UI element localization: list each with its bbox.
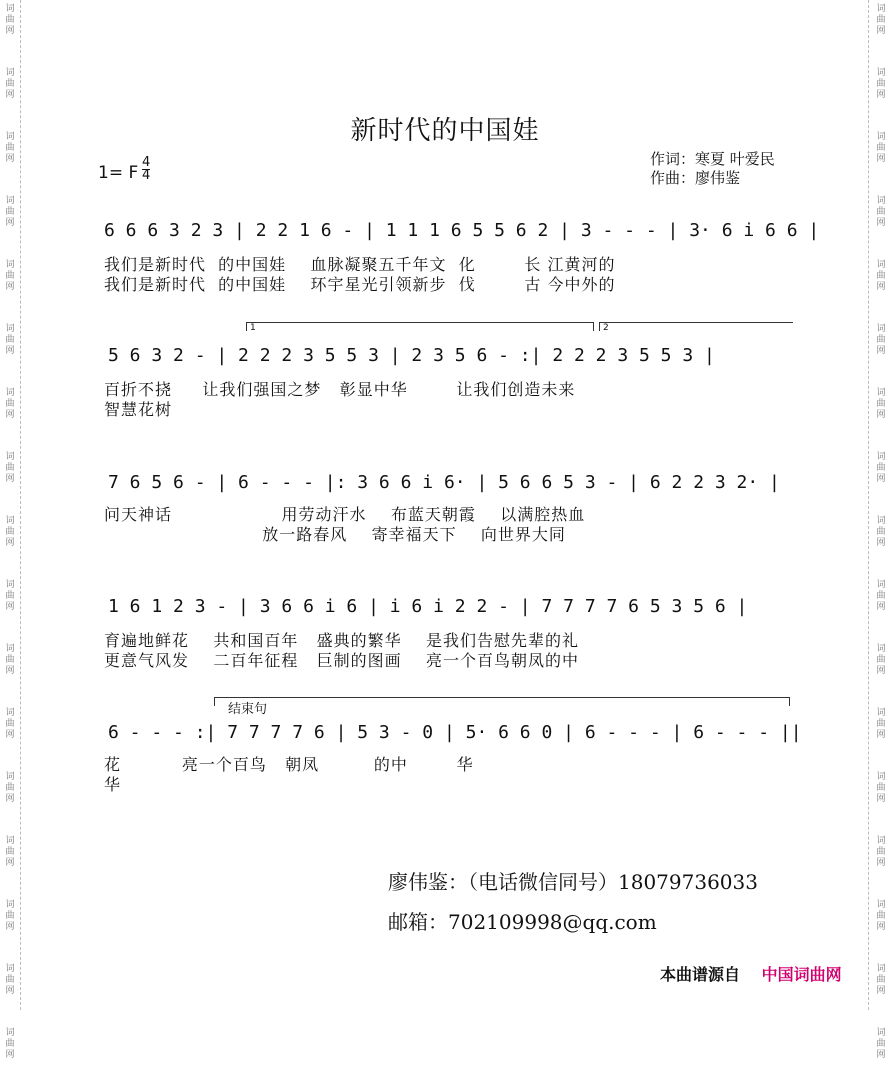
left-watermark: 词 曲 网 词 曲 网 词 曲 网 词 曲 网 词 曲 网 词 曲 网 词 曲 网 词 曲 网 词 曲 网 词 曲 网 词 曲 网 词 曲 网 词 曲 网 词 曲 网 词 曲 网 词 曲 网 词 曲 网 — [5, 4, 15, 1060]
time-top: 4 — [142, 155, 151, 170]
lyrics-row-2-line-2: 智慧花树 — [104, 400, 173, 419]
time-bottom: 4 — [142, 168, 151, 183]
notes-row-1: 6 6 6 3 2 3 | 2 2 1 6 - | 1 1 1 6 5 5 6 2 | 3 - - - | 3· 6 i 6 6 | — [104, 220, 820, 241]
volta-1-label: 1 — [250, 323, 256, 333]
time-signature — [142, 157, 150, 182]
composer: 作曲：廖伟鉴 — [650, 169, 741, 187]
lyrics-row-3-line-1: 问天神话 用劳动汗水 布蓝天朝霞 以满腔热血 — [104, 505, 586, 524]
notes-row-2: 5 6 3 2 - | 2 2 2 3 5 5 3 | 2 3 5 6 - :| 2 2 2 3 5 5 3 | — [108, 345, 715, 366]
lyrics-row-2-line-1: 百折不挠 让我们强国之梦 彰显中华 让我们创造未来 — [104, 380, 576, 399]
volta-bracket-2 — [599, 322, 793, 333]
contact-email: 邮箱：702109998@qq.com — [388, 910, 657, 934]
lyricist: 作词：寒夏 叶爱民 — [650, 150, 775, 168]
notes-row-5: 6 - - - :| 7 7 7 7 6 | 5 3 - 0 | 5· 6 6 0 | 6 - - - | 6 - - - || — [108, 722, 802, 743]
key-signature: 1= F — [98, 163, 139, 183]
ending-label: 结束句 — [228, 702, 268, 717]
lyrics-row-1-line-2: 我们是新时代 的中国娃 环宇星光引领新步 伐 古 今中外的 — [104, 275, 616, 294]
volta-2-label: 2 — [603, 323, 609, 333]
lyrics-row-1-line-1: 我们是新时代 的中国娃 血脉凝聚五千年文 化 长 江黄河的 — [104, 255, 616, 274]
right-watermark: 词 曲 网 词 曲 网 词 曲 网 词 曲 网 词 曲 网 词 曲 网 词 曲 网 词 曲 网 词 曲 网 词 曲 网 词 曲 网 词 曲 网 词 曲 网 词 曲 网 词 曲 网 词 曲 网 词 曲 网 — [876, 4, 886, 1060]
lyrics-row-4-line-2: 更意气风发 二百年征程 巨制的图画 亮一个百鸟朝凤的中 — [104, 651, 579, 670]
source-credit — [660, 962, 842, 985]
right-border — [868, 0, 869, 1010]
notes-row-4: 1 6 1 2 3 - | 3 6 6 i 6 | i 6 i 2 2 - | 7 7 7 7 6 5 3 5 6 | — [108, 596, 748, 617]
lyrics-row-4-line-1: 育遍地鲜花 共和国百年 盛典的繁华 是我们告慰先辈的礼 — [104, 631, 579, 650]
source-brand-link[interactable]: 中国词曲网 — [761, 965, 842, 984]
lyrics-row-5-line-1: 花 亮一个百鸟 朝凤 的中 华 — [104, 755, 474, 774]
ending-bracket — [214, 697, 790, 717]
contact-phone: 廖伟鉴：（电话微信同号）18079736033 — [388, 870, 758, 894]
notes-row-3: 7 6 5 6 - | 6 - - - |: 3 6 6 i 6· | 5 6 6 5 3 - | 6 2 2 3 2· | — [108, 472, 780, 493]
source-prefix: 本曲谱源自 — [660, 965, 741, 984]
lyrics-row-3-line-2: 放一路春风 寄幸福天下 向世界大同 — [104, 525, 566, 544]
credits — [650, 150, 775, 188]
lyrics-row-5-line-2: 华 — [104, 775, 122, 794]
song-title: 新时代的中国娃 — [350, 116, 540, 146]
volta-bracket-1 — [246, 322, 594, 333]
left-border — [20, 0, 21, 1010]
